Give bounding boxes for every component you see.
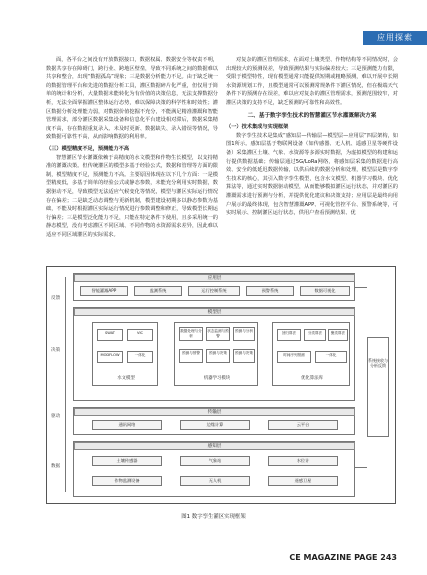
ml-chip: 预测与分析 [233, 327, 255, 341]
transport-layer-box [73, 407, 355, 435]
paragraph: 数字孪生技术是集成“感知层—传输层—模型层—应用层”四层架构，如图1所示。感知层基于物联网设备（如传感器、无人机、遥感卫星等硬件设备）采集灌区土壤、气象、水资源等多源实时数据，为虚拟模型的构建和运行提供数据基础；传输层通过5G/LoRa网络，将感知层采集的数据进行高效、安全的低延迟数据传输，以供后续的数据分析和处理，模型层是数字孪生技术的核心，其引入数字孪生模型，包含水文模型、机器学习模块、优化算法等，通过实时数据驱动模型，从而能够模拟灌区运行状态，并对灌区的灌溉需求进行预测与分析，并提供优化建议和决策支持；应用层是最终向用户展示的最终体现，包含智慧灌溉APP、可视化管控平台、预警系统等，可实时展示、控制灌区运行状态，供用户查看预测结果、优 [226, 132, 398, 217]
hydro-chip: MODFLOW [97, 351, 123, 363]
transport-item: 通讯网络 [92, 420, 162, 430]
sensing-item: 气象站 [180, 456, 250, 466]
side-label-decision: 决策 [51, 348, 61, 353]
opt-chip: 一体化 [315, 351, 347, 363]
transport-item: 边缘计算 [180, 420, 250, 430]
sensing-item: 土壤传感器 [92, 456, 162, 466]
feedback-box-label: 系统接收与分析反馈 [368, 358, 388, 368]
section-tab: 应用探索 [363, 31, 427, 45]
hydro-module [92, 322, 158, 386]
transport-item: 云平台 [268, 420, 338, 430]
side-arrow-line [65, 277, 66, 492]
left-column [46, 56, 218, 239]
ml-chip: 预测与预警 [179, 349, 203, 363]
app-item: 运行控制系统 [188, 286, 240, 296]
paragraph: 智慧灌区节水灌溉依赖于高精度的水文模型和作物生长模型，以支持精准的灌溉决策。但传统灌区的模型多基于经验公式，数据和管理等方面的限制，模型精度不足，预测能力不高。主要原因体现在以下几个方面：一是模型精度低，多基于简单的经验公式或静态参数，未能充分利用实时数据，数据驱动不足，导致模型无法适应气候变化等情况，模型与灌区实际运行情况存在偏差；二是缺乏动态调整与更新机制，模型建设初期多以静态参数为基础，不能及时根据灌区实际运行情况进行参数调整和修正，导致模型长期运行偏差；三是模型泛化能力不足，只能在特定条件下使用，且多采用统一的静态模型，没有考虑灌区不同区域、不同作物的水资源需求差异，因此难以适应不同区域灌区的实际需求。 [46, 154, 218, 238]
ml-chip: 状态监测与预警 [206, 327, 230, 341]
ml-chip: 数据处理与分析 [179, 327, 203, 341]
connector-line [355, 467, 367, 468]
sensing-item: 作物监测设备 [92, 476, 162, 486]
subheading: （三）模型精度不足，预测能力不高 [46, 145, 130, 152]
section-heading: 二、基于数字孪生技术的智慧灌区节水灌溉解决方案 [247, 112, 377, 119]
app-item: 监测系统 [134, 286, 182, 296]
side-label-drive: 驱动 [51, 414, 61, 419]
opt-chip: 分类算法 [304, 329, 326, 341]
ml-module [174, 322, 258, 386]
model-layer-box [73, 307, 355, 401]
sensing-item: 水位计 [268, 456, 338, 466]
sensing-layer-title: 感知层 [74, 442, 355, 450]
app-layer-box [73, 273, 355, 301]
figure-caption: 图1 数字孪生灌区实现框架 [181, 514, 246, 520]
app-item: 预警系统 [246, 286, 294, 296]
opt-module [272, 322, 350, 386]
sensing-item: 遥感卫星 [268, 476, 338, 486]
magazine-name: CE MAGAZINE [289, 553, 352, 562]
opt-chip: 回归算法 [277, 329, 301, 341]
connector-line [355, 287, 367, 288]
subheading: （一）技术集成与实现框架 [226, 124, 289, 131]
app-layer-title: 应用层 [74, 274, 355, 282]
hydro-module-title: 水文模型 [117, 376, 135, 381]
paragraph: 面，各平台之间没有开放数据接口，数据权属、数据安全等权责不明，数据共享存在障碍门，跨行业、跨地区壁垒，导致不同系统之间的数据难以共享和整合，出现“数据孤岛”现象；三是数据分析能力不足。由于缺乏统一的数据管理平台和先进的数据分析工具，灌区数据碎片化严重，但仅用于简单的统计和分析，大量数据未能转化为有价值的决策信息，无法支撑数据分析，无法全面掌握灌区整体运行态势，难以保障决策的科学性和时效性；灌区数据分析处理能力弱，对数据价值挖掘不充分，不能满足精准灌溉和智能管理需求，部分灌区数据采集设备和信息化平台建设相对滞后，数据采集精度不高，存在数据重复录入、未及时更新、数据缺失、录入错误等情况，导致数据可靠性不高，从而影响数据的利用率。 [46, 57, 218, 141]
paragraph: 对复杂的灌区管理需求，在面对土壤类型、作物结构等不同情况时，会出现较大的预测误差，导致预测结果与实际偏差较大；三是预测能力有限，受限于模型特性，现有模型通常只能提供短期或粗略预测，难以开展中长期水资源规划工作，且模型通常可以预测常规条件下灌区情况，但在极端天气条件下的预测存在误差，难以应对复杂的灌区管理需求，预测范围较窄，对灌区决策的支持不足，缺乏预测的可靠性和高效性。 [226, 57, 398, 106]
app-item: 数据可视化 [300, 286, 350, 296]
hydro-chip: 一体化 [127, 351, 153, 363]
ml-chip: 预测与决策 [206, 349, 230, 363]
model-layer-title: 模型层 [74, 308, 355, 316]
transport-layer-title: 传输层 [74, 408, 355, 416]
page-footer [289, 553, 397, 562]
opt-module-title: 优化算法库 [301, 376, 323, 381]
opt-chip: 聚类算法 [328, 329, 348, 341]
sensing-layer-box [73, 441, 355, 497]
ml-module-title: 机器学习模块 [203, 376, 231, 381]
hydro-chip: VIC [127, 329, 153, 341]
side-label-feedback: 反馈 [51, 296, 61, 301]
feedback-box [367, 337, 389, 437]
right-column [226, 56, 398, 218]
framework-figure [46, 266, 396, 504]
hydro-chip: SWAT [97, 329, 123, 341]
ml-chip: 预测与决策 [233, 349, 255, 363]
page-number: PAGE 243 [354, 553, 397, 562]
side-label-data: 数据 [51, 464, 61, 469]
app-item: 智能灌溉APP [80, 286, 128, 296]
sensing-item: 无人机 [180, 476, 250, 486]
opt-chip: 时间序列预测 [277, 351, 311, 363]
